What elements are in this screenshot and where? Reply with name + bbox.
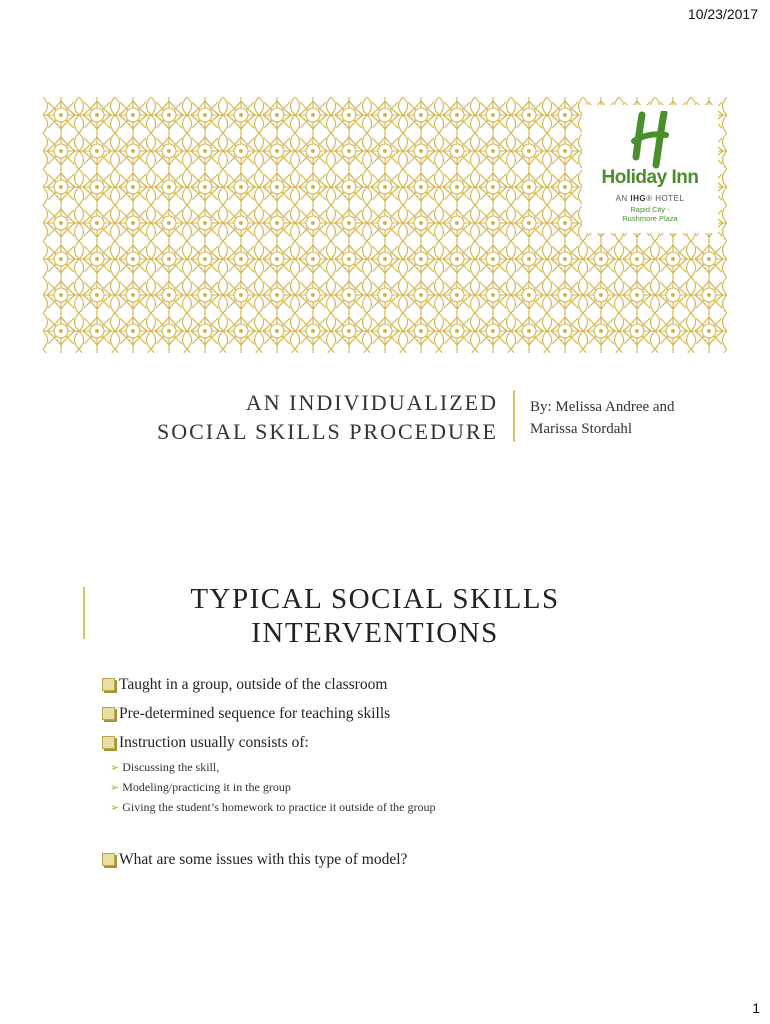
checkbox-bullet-icon <box>102 736 115 749</box>
title-accent-bar <box>83 587 85 639</box>
checkbox-bullet-icon <box>102 678 115 691</box>
list-item: What are some issues with this type of model? <box>102 845 722 874</box>
holiday-inn-logo <box>582 105 718 233</box>
sub-list-item: ➢ Giving the student’s homework to practice it outside of the group <box>110 799 436 814</box>
print-date: 10/23/2017 <box>687 6 758 22</box>
page-number: 1 <box>752 1000 760 1016</box>
arrow-bullet-icon: ➢ <box>110 801 120 814</box>
brand-name: Holiday Inn <box>601 167 699 188</box>
brand-location: Rapid City - Rushmore Plaza <box>622 205 678 223</box>
checkbox-bullet-icon <box>102 853 115 866</box>
checkbox-bullet-icon <box>102 707 115 720</box>
sub-list-item: ➢ Modeling/practicing it in the group <box>110 779 291 794</box>
list-item: Taught in a group, outside of the classroom <box>102 670 722 699</box>
slide2-title: TYPICAL SOCIAL SKILLS INTERVENTIONS <box>190 583 560 649</box>
sub-list-item: ➢ Discussing the skill, <box>110 759 220 774</box>
holiday-inn-h-icon <box>628 111 672 169</box>
list-item: Pre-determined sequence for teaching skills <box>102 699 722 728</box>
author-byline: By: Melissa Andree and Marissa Stordahl <box>530 399 675 437</box>
title-divider <box>513 390 515 442</box>
brand-subtitle: AN IHG® HOTEL <box>615 194 685 203</box>
list-item: Instruction usually consists of: <box>102 728 722 757</box>
slide1-title: AN INDIVIDUALIZED SOCIAL SKILLS PROCEDURE <box>157 390 498 444</box>
bullet-list <box>102 670 722 874</box>
arrow-bullet-icon: ➢ <box>110 781 120 794</box>
arrow-bullet-icon: ➢ <box>110 761 120 774</box>
